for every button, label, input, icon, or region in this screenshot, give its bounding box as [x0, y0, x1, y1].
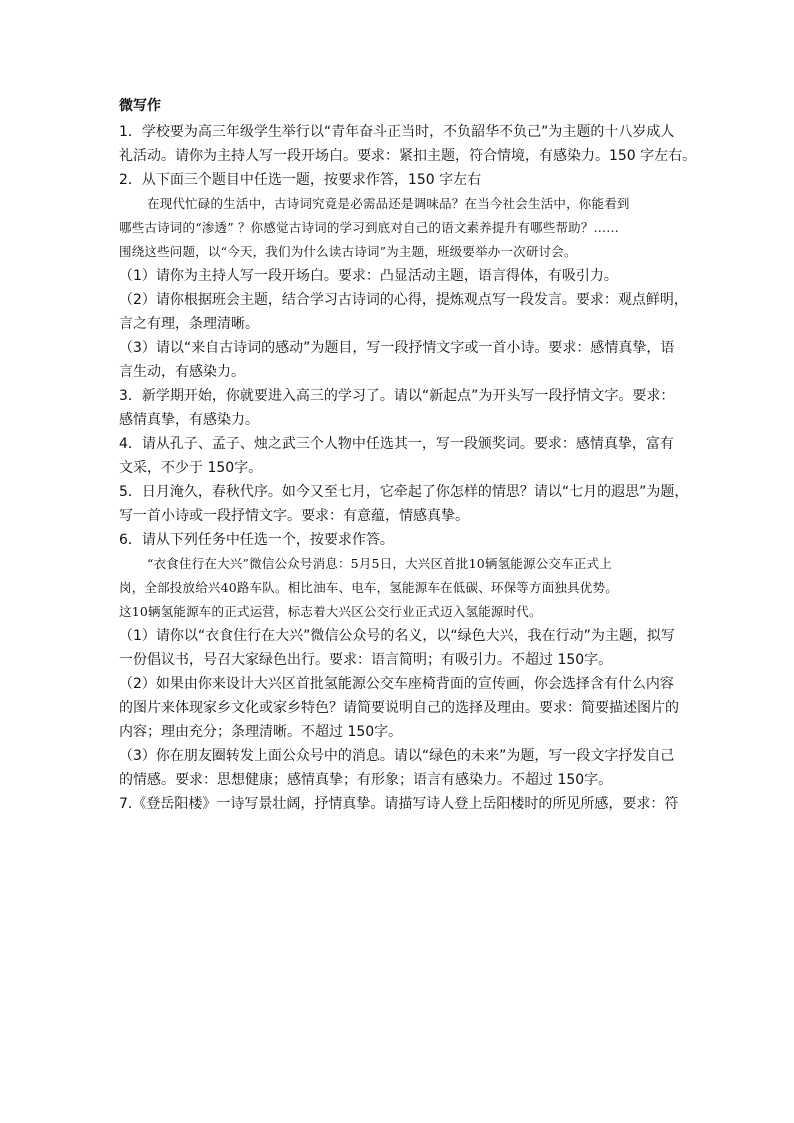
document-page	[119, 96, 697, 816]
question-text-line: 一份倡议书，号召大家绿色出行。要求：语言简明；有吸引力。不超过 150字。	[119, 652, 613, 668]
question-text-line: （1）请你以“衣食住行在大兴”微信公众号的名义，以“绿色大兴，我在行动”为主题，拟写	[119, 628, 675, 644]
question-text-line: 6．请从下列任务中任选一个，按要求作答。	[119, 532, 394, 548]
question-text-line: 1．学校要为高三年级学生举行以“青年奋斗正当时，不负韶华不负己”为主题的十八岁成人	[119, 124, 675, 140]
quoted-material-line: 岗，全部投放给兴40路车队。相比油车、电车，氢能源车在低碳、环保等方面独具优势。	[119, 580, 618, 595]
question-text-line: 5．日月淹久，春秋代序。如今又至七月，它牵起了你怎样的情思？请以“七月的遐思”为题，	[119, 484, 689, 500]
question-text-line: 写一首小诗或一段抒情文字。要求：有意蕴，情感真挚。	[119, 508, 469, 524]
question-text-line: 3．新学期开始，你就要进入高三的学习了。请以“新起点”为开头写一段抒情文字。要求：	[119, 388, 675, 404]
quoted-material-line: 围绕这些问题，以“今天，我们为什么读古诗词”为主题，班级要举办一次研讨会。	[119, 244, 577, 259]
question-text-line: （1）请你为主持人写一段开场白。要求：凸显活动主题，语言得体，有吸引力。	[119, 268, 618, 284]
question-text-line: 文采，不少于 150字。	[119, 460, 263, 476]
quoted-material-line: 在现代忙碌的生活中，古诗词究竟是必需品还是调味品？在当今社会生活中，你能看到	[147, 196, 630, 211]
question-text-line: 礼活动。请你为主持人写一段开场白。要求：紧扣主题，符合情境，有感染力。150 字左右。	[119, 148, 697, 164]
question-text-line: 内容；理由充分；条理清晰。不超过 150字。	[119, 724, 403, 740]
section-heading: 微写作	[119, 98, 161, 114]
question-text-line: 2．从下面三个题目中任选一题，按要求作答，150 字左右	[119, 172, 482, 188]
question-text-line: （3）请以“来自古诗词的感动”为题目，写一段抒情文字或一首小诗。要求：感情真挚，语	[119, 340, 675, 356]
question-text-line: 7.《登岳阳楼》一诗写景壮阔，抒情真挚。请描写诗人登上岳阳楼时的所见所感，要求：符	[119, 796, 679, 812]
quoted-material-line: “衣食住行在大兴”微信公众号消息：5月5日，大兴区首批10辆氢能源公交车正式上	[147, 556, 612, 571]
question-text-line: 言之有理，条理清晰。	[119, 316, 259, 332]
question-text-line: （2）请你根据班会主题，结合学习古诗词的心得，提炼观点写一段发言。要求：观点鲜明，	[119, 292, 688, 308]
question-text-line: 言生动，有感染力。	[119, 364, 245, 380]
question-text-line: 的情感。要求：思想健康；感情真挚；有形象；语言有感染力。不超过 150字。	[119, 772, 613, 788]
document-body	[119, 120, 697, 816]
question-text-line: 的图片来体现家乡文化或家乡特色？请简要说明自己的选择及理由。要求：简要描述图片的	[119, 700, 679, 716]
quoted-material-line: 这10辆氢能源车的正式运营，标志着大兴区公交行业正式迈入氢能源时代。	[119, 604, 542, 619]
question-text-line: 4．请从孔子、孟子、烛之武三个人物中任选其一，写一段颁奖词。要求：感情真挚，富有	[119, 436, 674, 452]
question-text-line: 感情真挚，有感染力。	[119, 412, 259, 428]
question-text-line: （2）如果由你来设计大兴区首批氢能源公交车座椅背面的宣传画，你会选择含有什么内容	[119, 676, 674, 692]
question-text-line: （3）你在朋友圈转发上面公众号中的消息。请以“绿色的未来”为题，写一段文字抒发自己	[119, 748, 675, 764]
quoted-material-line: 哪些古诗词的“渗透” ？你感觉古诗词的学习到底对自己的语文素养提升有哪些帮助？……	[119, 220, 619, 235]
